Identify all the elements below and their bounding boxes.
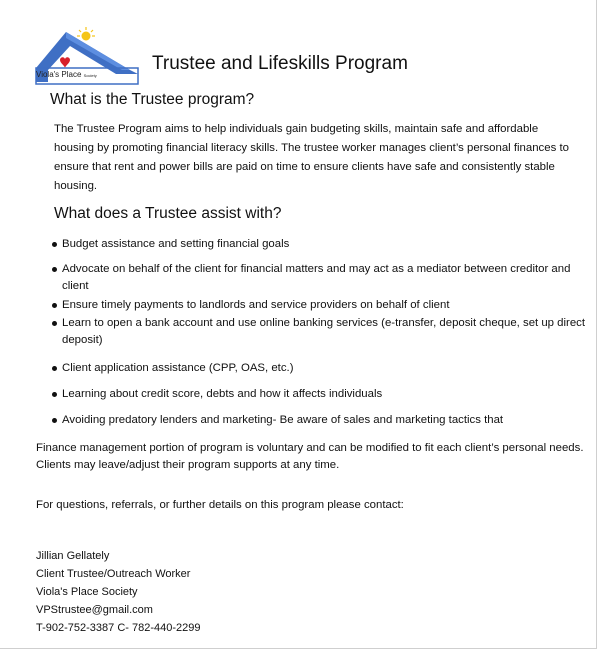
- assist-heading: What does a Trustee assist with?: [54, 205, 282, 222]
- list-item: [52, 412, 592, 429]
- list-item-text: Advocate on behalf of the client for financial matters and may act as a mediator between creditor and client: [62, 263, 571, 292]
- what-is-body: The Trustee Program aims to help individuals gain budgeting skills, maintain safe and affordable housing by promoting financial literacy skills. The trustee worker manages client’s personal finances to ensure that rent and power bills are paid on time to ensure clients have safe and consistently stable housing.: [54, 123, 569, 192]
- list-item-text: Learning about credit score, debts and how it affects individuals: [62, 388, 383, 400]
- logo-org-name: Viola's Place: [36, 70, 82, 79]
- list-item-text: Learn to open a bank account and use online banking services (e-transfer, deposit cheque, set up direct deposit): [62, 317, 586, 346]
- list-item: [52, 261, 592, 295]
- list-item: [52, 360, 592, 377]
- questions-paragraph: For questions, referrals, or further details on this program please contact:: [36, 499, 404, 511]
- page-title: Trustee and Lifeskills Program: [152, 53, 408, 74]
- contact-phone: T-902-752-3387 C- 782-440-2299: [36, 622, 201, 634]
- contact-role: Client Trustee/Outreach Worker: [36, 568, 191, 580]
- bullet-icon: [52, 321, 57, 326]
- bullet-icon: [52, 303, 57, 308]
- list-item: [52, 315, 592, 349]
- list-item-text: Avoiding predatory lenders and marketing- Be aware of sales and marketing tactics that: [62, 414, 504, 426]
- logo-sub-name: Society: [83, 73, 97, 78]
- list-item-text: Budget assistance and setting financial goals: [62, 238, 290, 250]
- list-item: [52, 236, 592, 253]
- contact-name: Jillian Gellately: [36, 550, 110, 562]
- bullet-icon: [52, 392, 57, 397]
- list-item: [52, 297, 592, 314]
- sun-icon: [77, 27, 95, 41]
- bullet-icon: [52, 418, 57, 423]
- logo-wordmark: [36, 70, 97, 79]
- bullet-icon: [52, 242, 57, 247]
- what-is-heading: What is the Trustee program?: [50, 91, 255, 108]
- contact-org: Viola's Place Society: [36, 586, 138, 598]
- list-item: [52, 386, 592, 403]
- list-item-text: Ensure timely payments to landlords and service providers on behalf of client: [62, 299, 450, 311]
- heart-icon: [60, 57, 70, 68]
- list-item-text: Client application assistance (CPP, OAS, etc.): [62, 362, 294, 374]
- bullet-icon: [52, 366, 57, 371]
- voluntary-paragraph: Finance management portion of program is voluntary and can be modified to fit each client’s personal needs. Clients may leave/adjust their program supports at any time.: [36, 442, 584, 471]
- contact-email: VPStrustee@gmail.com: [36, 604, 153, 616]
- bullet-icon: [52, 267, 57, 272]
- contact-block: [36, 547, 201, 637]
